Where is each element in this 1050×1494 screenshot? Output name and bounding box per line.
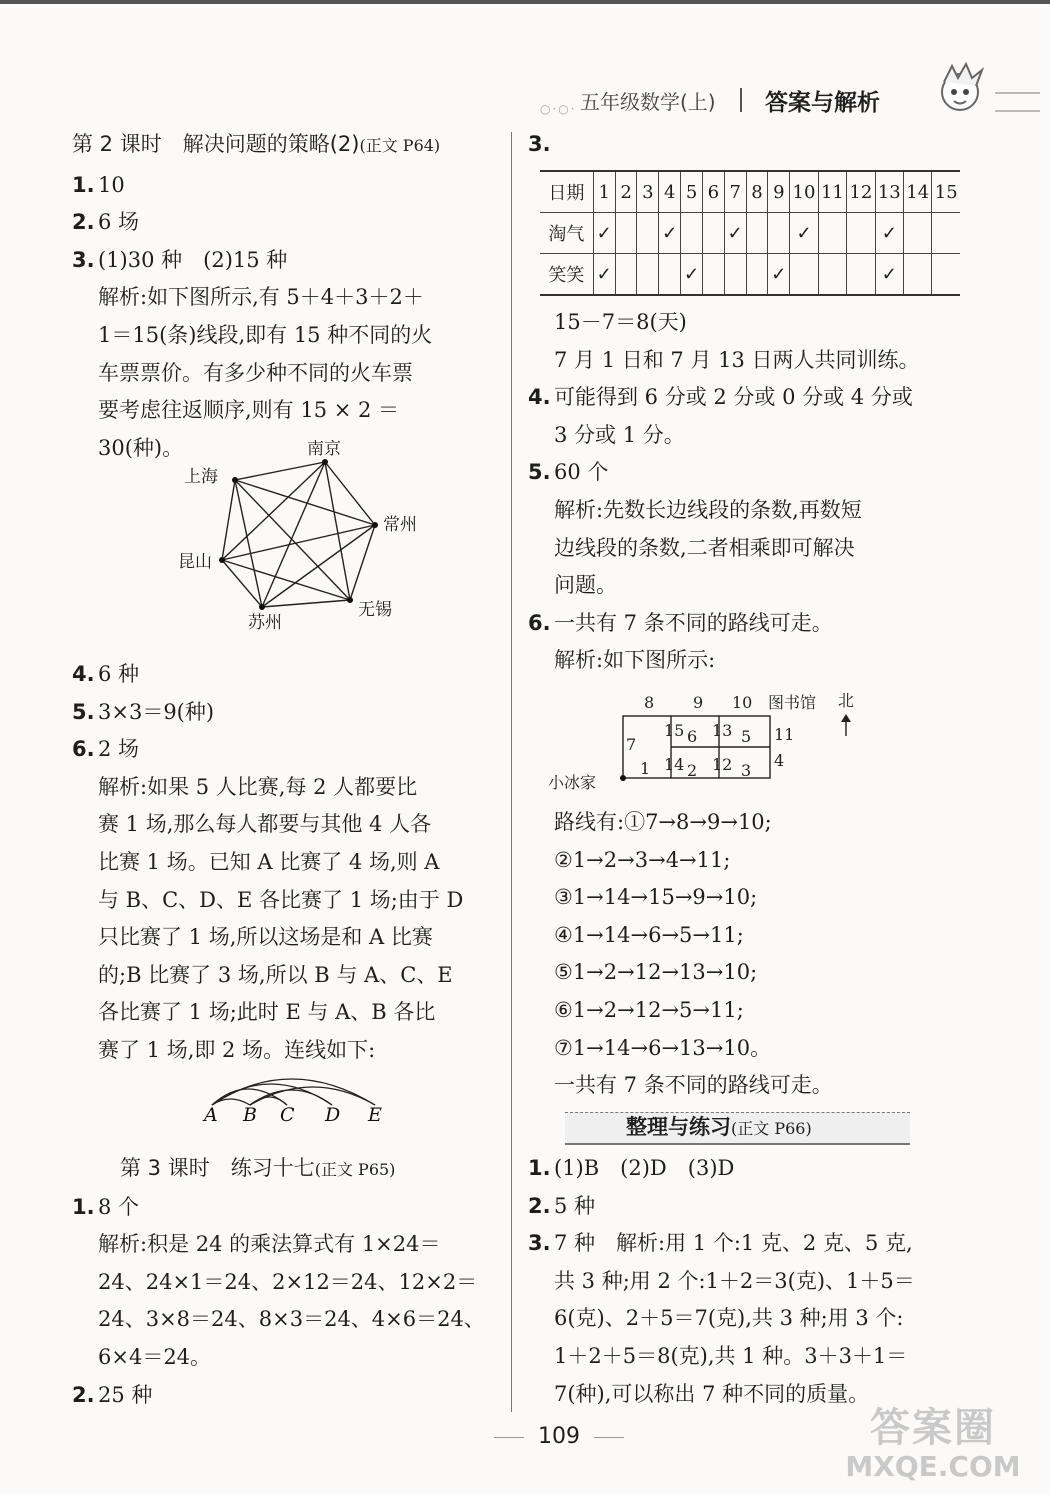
- map-cell-number: 14: [664, 755, 685, 774]
- day-cell: 6: [702, 171, 724, 213]
- route-line: ⑥1→2→12→5→11;: [554, 997, 744, 1022]
- page-number-text: 109: [538, 1424, 580, 1449]
- route-line: ④1→14→6→5→11;: [554, 922, 744, 947]
- check-cell: [790, 254, 818, 296]
- city-label: 昆山: [178, 552, 212, 572]
- q2-number: 2.: [72, 210, 95, 235]
- day-cell: 10: [790, 171, 818, 213]
- right-column-routes: [528, 804, 968, 1105]
- check-cell: [768, 213, 790, 254]
- q3-explanation-line: 1＝15(条)线段,即有 15 种不同的火: [98, 322, 433, 347]
- q5-number: 5.: [72, 699, 95, 724]
- left-column-lower: [72, 656, 502, 1070]
- check-cell: [818, 254, 846, 296]
- check-cell: [932, 213, 960, 254]
- section-title: 整理与练习: [626, 1115, 731, 1139]
- home-label: 小冰家: [548, 773, 597, 792]
- q6-number: 6.: [72, 737, 95, 762]
- header-lines: [995, 92, 1040, 112]
- q6-explanation-line: 与 B、C、D、E 各比赛了 1 场;由于 D: [98, 887, 464, 912]
- day-cell: 5: [681, 171, 703, 213]
- route-line: ⑦1→14→6→13→10。: [554, 1035, 772, 1060]
- map-top-number: 8: [644, 693, 655, 712]
- q3-answer: (1)30 种 (2)15 种: [98, 247, 288, 272]
- route-line: ③1→14→15→9→10;: [554, 885, 758, 910]
- page-number: [480, 1424, 638, 1449]
- watermark-top: 答案圈: [870, 1405, 996, 1451]
- q3-explanation-line: 解析:如下图所示,有 5＋4＋3＋2＋: [98, 285, 424, 310]
- table-header-row: [540, 171, 960, 213]
- row-label: 淘气: [540, 213, 593, 254]
- r-q4-answer: 可能得到 6 分或 2 分或 0 分或 4 分或: [554, 385, 913, 410]
- section-ref: (正文 P66): [731, 1119, 812, 1138]
- q3-explanation-line: 要考虑往返顺序,则有 15 × 2 ＝: [98, 398, 400, 423]
- map-cell-number: 15: [664, 721, 685, 740]
- city-label: 无锡: [358, 600, 392, 620]
- check-cell: [702, 213, 724, 254]
- book-title: 五年级数学(上): [580, 90, 716, 114]
- check-cell: [904, 213, 932, 254]
- map-cell-number: 6: [687, 727, 698, 746]
- header-dots: ○·○·: [540, 102, 577, 116]
- lesson-2-ref: (正文 P64): [359, 136, 441, 155]
- right-column-bottom: [528, 1150, 968, 1413]
- city-label: 上海: [184, 467, 218, 487]
- right-column-mid: [528, 304, 968, 680]
- day-cell: 15: [932, 171, 960, 213]
- q6-explanation-line: 比赛 1 场。已知 A 比赛了 4 场,则 A: [98, 849, 440, 874]
- player-label: A: [204, 1104, 218, 1125]
- r-q4-answer-cont: 3 分或 1 分。: [554, 422, 685, 447]
- s3-explanation-line: 共 3 种;用 2 个:1＋2＝3(克)、1＋5＝: [554, 1268, 915, 1293]
- q3-explanation-line: 车票票价。有多少种不同的火车票: [98, 360, 413, 385]
- north-label: 北: [838, 691, 855, 710]
- check-cell: [818, 213, 846, 254]
- day-cell: 2: [615, 171, 637, 213]
- library-label: 图书馆: [768, 693, 817, 712]
- q6-explanation-line: 赛了 1 场,即 2 场。连线如下:: [98, 1037, 376, 1062]
- q1-number: 1.: [72, 172, 95, 197]
- r-q5-answer: 60 个: [554, 460, 609, 485]
- r-q4-number: 4.: [528, 385, 551, 410]
- check-cell: ✓: [593, 213, 615, 254]
- lesson-3-title: 第 3 课时 练习十七: [120, 1156, 315, 1180]
- map-cell-number: 2: [687, 761, 698, 780]
- check-cell: ✓: [681, 254, 703, 296]
- check-cell: ✓: [875, 254, 903, 296]
- lesson-2-title: 第 2 课时 解决问题的策略(2): [72, 132, 360, 156]
- table-header-label: 日期: [540, 171, 593, 213]
- s3-explanation-line: 6(克)、2＋5＝7(克),共 3 种;用 3 个:: [554, 1306, 904, 1331]
- player-label: C: [280, 1104, 295, 1125]
- map-cell-number: 5: [741, 727, 752, 746]
- r-q5-explanation-line: 解析:先数长边线段的条数,再数短: [554, 497, 862, 522]
- q3-calc-line: 7 月 1 日和 7 月 13 日两人共同训练。: [554, 347, 920, 372]
- mascot-icon: [930, 60, 990, 120]
- q6-answer: 2 场: [98, 737, 140, 762]
- day-cell: 11: [818, 171, 846, 213]
- routes-total: 一共有 7 条不同的路线可走。: [554, 1073, 833, 1098]
- match-arcs-diagram: [195, 1075, 395, 1125]
- lesson-3-ref: (正文 P65): [314, 1160, 396, 1179]
- q6-explanation-line: 的;B 比赛了 3 场,所以 B 与 A、C、E: [98, 962, 453, 987]
- check-cell: [702, 254, 724, 296]
- day-cell: 3: [637, 171, 659, 213]
- check-cell: [615, 254, 637, 296]
- player-label: B: [243, 1104, 257, 1125]
- check-cell: [746, 213, 768, 254]
- map-cell-number: 11: [774, 725, 795, 744]
- r-q5-explanation-line: 边线段的条数,二者相乘即可解决: [554, 535, 855, 560]
- q5-answer: 3×3＝9(种): [98, 699, 215, 724]
- q6-explanation-line: 赛 1 场,那么每人都要与其他 4 人各: [98, 812, 432, 837]
- s3-answer: 7 种 解析:用 1 个:1 克、2 克、5 克,: [554, 1231, 913, 1256]
- p1-number: 1.: [72, 1194, 95, 1219]
- route-line: ②1→2→3→4→11;: [554, 847, 731, 872]
- watermark-bottom: MXQE.COM: [845, 1450, 1021, 1483]
- check-cell: ✓: [659, 213, 681, 254]
- q6-explanation-line: 解析:如果 5 人比赛,每 2 人都要比: [98, 774, 418, 799]
- column-divider: [511, 132, 512, 1412]
- s3-explanation-line: 7(种),可以称出 7 种不同的质量。: [554, 1381, 870, 1406]
- s3-explanation-line: 1＋2＋5＝8(克),共 1 种。3＋3＋1＝: [554, 1343, 908, 1368]
- p1-explanation-line: 24、3×8＝24、8×3＝24、4×6＝24、: [98, 1307, 485, 1332]
- s3-number: 3.: [528, 1231, 551, 1256]
- day-cell: 12: [847, 171, 875, 213]
- check-cell: [724, 254, 746, 296]
- check-cell: [681, 213, 703, 254]
- right-column: [528, 126, 968, 164]
- map-cell-number: 12: [712, 755, 733, 774]
- row-label: 笑笑: [540, 254, 593, 296]
- table-row: [540, 213, 960, 254]
- check-cell: ✓: [724, 213, 746, 254]
- city-label: 南京: [307, 440, 341, 459]
- map-top-number: 9: [693, 693, 704, 712]
- check-cell: [932, 254, 960, 296]
- day-cell: 8: [746, 171, 768, 213]
- check-cell: [847, 213, 875, 254]
- table-row: [540, 254, 960, 296]
- section-title-wrap: [626, 1110, 812, 1146]
- player-label: D: [325, 1104, 341, 1125]
- left-column-bottom: [72, 1150, 502, 1414]
- check-cell: [615, 213, 637, 254]
- s2-answer: 5 种: [554, 1193, 596, 1218]
- check-cell: [904, 254, 932, 296]
- route-map-diagram: [548, 688, 868, 798]
- r-q6-answer: 一共有 7 条不同的路线可走。: [554, 610, 833, 635]
- q2-answer: 6 场: [98, 210, 140, 235]
- s1-answer: (1)B (2)D (3)D: [554, 1156, 735, 1180]
- route-intro: 路线有:①7→8→9→10;: [554, 810, 772, 834]
- p1-explanation-line: 解析:积是 24 的乘法算式有 1×24＝: [98, 1232, 441, 1257]
- training-table: [540, 170, 960, 296]
- city-label: 苏州: [248, 613, 282, 633]
- r-q6-number: 6.: [528, 610, 551, 635]
- r-q3-number: 3.: [528, 132, 551, 156]
- top-rule: [0, 0, 1050, 4]
- p2-answer: 25 种: [98, 1382, 153, 1407]
- q4-answer: 6 种: [98, 662, 140, 686]
- day-cell: 7: [724, 171, 746, 213]
- map-cell-number: 7: [626, 735, 637, 754]
- q3-number: 3.: [72, 247, 95, 272]
- check-cell: ✓: [790, 213, 818, 254]
- map-cell-number: 3: [741, 761, 752, 780]
- check-cell: [637, 254, 659, 296]
- check-cell: ✓: [768, 254, 790, 296]
- north-arrow-icon: [841, 714, 851, 722]
- s1-number: 1.: [528, 1156, 551, 1180]
- q3-calc-line: 15－7＝8(天): [554, 310, 687, 334]
- day-cell: 4: [659, 171, 681, 213]
- check-cell: [659, 254, 681, 296]
- section-label: 答案与解析: [765, 90, 880, 116]
- s2-number: 2.: [528, 1193, 551, 1218]
- r-q6-explanation: 解析:如下图所示:: [554, 648, 716, 673]
- q6-explanation-line: 只比赛了 1 场,所以这场是和 A 比赛: [98, 925, 433, 950]
- p1-explanation-line: 24、24×1＝24、2×12＝24、12×2＝: [98, 1269, 478, 1294]
- city-label: 常州: [383, 515, 417, 535]
- check-cell: [637, 213, 659, 254]
- check-cell: [847, 254, 875, 296]
- player-label: E: [368, 1104, 382, 1125]
- left-column: [72, 126, 502, 467]
- map-cell-number: 4: [774, 751, 785, 770]
- r-q5-explanation-line: 问题。: [554, 573, 617, 598]
- p1-explanation-line: 6×4＝24。: [98, 1344, 212, 1369]
- q1-answer: 10: [98, 172, 125, 197]
- q4-number: 4.: [72, 662, 95, 686]
- route-line: ⑤1→2→12→13→10;: [554, 960, 758, 985]
- q6-explanation-line: 各比赛了 1 场;此时 E 与 A、B 各比: [98, 1000, 436, 1025]
- check-cell: ✓: [875, 213, 903, 254]
- r-q5-number: 5.: [528, 460, 551, 485]
- header-separator: [740, 88, 742, 112]
- day-cell: 9: [768, 171, 790, 213]
- p2-number: 2.: [72, 1382, 95, 1407]
- map-top-number: 10: [732, 693, 753, 712]
- p1-answer: 8 个: [98, 1194, 140, 1219]
- map-cell-number: 1: [640, 759, 651, 778]
- map-cell-number: 13: [712, 721, 733, 740]
- watermark: [828, 1406, 1038, 1484]
- q3-explanation-line: 30(种)。: [98, 435, 184, 460]
- check-cell: [746, 254, 768, 296]
- day-cell: 14: [904, 171, 932, 213]
- day-cell: 13: [875, 171, 903, 213]
- day-cell: 1: [593, 171, 615, 213]
- check-cell: ✓: [593, 254, 615, 296]
- city-network-diagram: [170, 440, 440, 640]
